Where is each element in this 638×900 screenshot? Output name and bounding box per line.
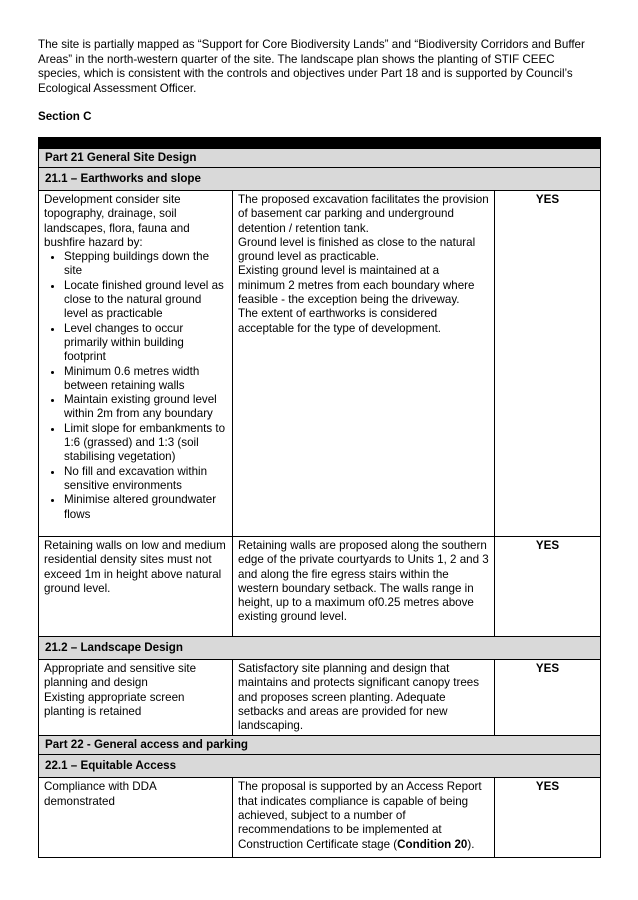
list-item: • No fill and excavation within sensitive environments: [64, 465, 227, 494]
condition-reference: Condition 20: [397, 837, 468, 851]
control-cell: [39, 191, 233, 537]
list-item: • Stepping buildings down the site: [64, 250, 227, 279]
comment-cell: [233, 191, 495, 537]
comment-paragraph: The proposed excavation facilitates the provision of basement car parking and underground detention / retention tank.: [238, 193, 489, 235]
intro-paragraph: The site is partially mapped as “Support for Core Biodiversity Lands” and “Biodiversity Corridors and Buffer Areas” in the north-western quarter of the site. The landscape plan shows the planting of STIF CEEC species, which is consistent with the controls and objectives under Part 18 and is supported by Council’s Ecological Assessment Officer.: [38, 38, 585, 95]
comment-cell: [233, 778, 495, 858]
control-text: Appropriate and sensitive site planning and design: [44, 662, 197, 690]
compliance-cell: YES: [495, 778, 601, 858]
compliance-cell: YES: [495, 660, 601, 736]
comment-paragraph: Ground level is finished as close to the natural ground level as practicable.: [238, 235, 476, 264]
comment-paragraph: The extent of earthworks is considered acceptable for the type of development.: [238, 307, 442, 335]
list-item: • Limit slope for embankments to 1:6 (grassed) and 1:3 (soil stabilising vegetation): [64, 422, 227, 465]
comment-cell: Retaining walls are proposed along the southern edge of the private courtyards to Units 1, 2 and 3 and along the fire egress stairs within the western boundary setback. The walls range in height, up to a maximum of0.25 metres above existing ground level.: [233, 537, 495, 637]
subsection-22-1-heading: 22.1 – Equitable Access: [39, 755, 601, 778]
part-21-heading: Part 21 General Site Design: [39, 149, 601, 168]
table-header-bar: [39, 138, 601, 149]
list-item: • Minimise altered groundwater flows: [64, 493, 227, 522]
list-item: • Level changes to occur primarily within building footprint: [64, 322, 227, 365]
list-item: • Locate finished ground level as close to the natural ground level as practicable: [64, 279, 227, 322]
control-cell: Retaining walls on low and medium residential density sites must not exceed 1m in height above natural ground level.: [39, 537, 233, 637]
comment-paragraph: Existing ground level is maintained at a minimum 2 metres from each boundary where feasible - the exception being the driveway.: [238, 264, 475, 307]
assessment-table: [38, 137, 601, 858]
list-item: • Maintain existing ground level within 2m from any boundary: [64, 393, 227, 422]
subsection-21-1-heading: 21.1 – Earthworks and slope: [39, 168, 601, 191]
subsection-heading-row: [39, 168, 601, 191]
control-cell: Compliance with DDA demonstrated: [39, 778, 233, 858]
subsection-heading-row: [39, 755, 601, 778]
section-heading: Section C: [38, 110, 92, 123]
part-22-heading: Part 22 - General access and parking: [39, 736, 601, 755]
table-row: [39, 191, 601, 537]
control-intro: Development consider site topography, drainage, soil landscapes, flora, fauna and bushfire hazard by:: [44, 193, 190, 249]
comment-cell: Satisfactory site planning and design that maintains and protects significant canopy trees and proposes screen planting. Adequate setbacks and areas are provided for new landscaping.: [233, 660, 495, 736]
control-bullet-list: [44, 250, 227, 522]
list-item: • Minimum 0.6 metres width between retaining walls: [64, 365, 227, 394]
subsection-21-2-heading: 21.2 – Landscape Design: [39, 637, 601, 660]
control-text: Existing appropriate screen planting is retained: [44, 690, 185, 718]
part-heading-row: [39, 149, 601, 168]
table-row: [39, 660, 601, 736]
control-cell: [39, 660, 233, 736]
subsection-heading-row: [39, 637, 601, 660]
compliance-cell: YES: [495, 537, 601, 637]
comment-text-end: ).: [467, 837, 475, 851]
comment-text: The proposal is supported by an Access Report that indicates compliance is capable of being achieved, subject to a number of recommendations to be implemented at Construction Certificate stage (: [238, 780, 482, 851]
table-row: [39, 778, 601, 858]
table-row: [39, 537, 601, 637]
part-heading-row: [39, 736, 601, 755]
compliance-cell: YES: [495, 191, 601, 537]
